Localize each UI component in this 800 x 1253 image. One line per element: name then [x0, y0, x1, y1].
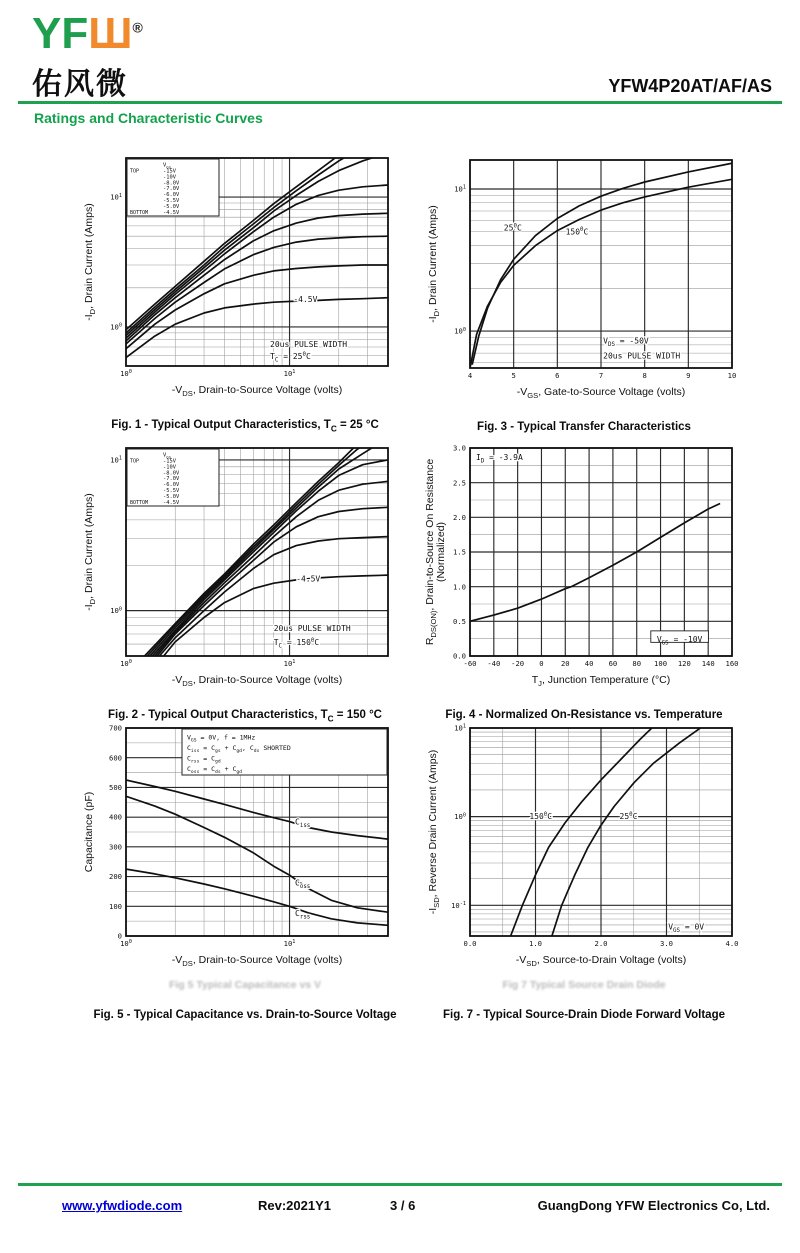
svg-text:100: $10^0$ [454, 812, 466, 822]
svg-text:-40: -40 [487, 659, 501, 668]
svg-text:-VDS, Drain-to-Source Voltage: $-V_{DS}$, Drain-to-Source Voltage (volts) [171, 954, 343, 969]
logo-wordmark [32, 9, 143, 58]
svg-text:VGS: $V_{GS}$ [163, 452, 171, 460]
svg-text:-8.0V: -8.0V [163, 180, 180, 187]
svg-text:5: 5 [511, 371, 516, 380]
fig5-plot [80, 720, 400, 977]
figure-3-block [424, 152, 744, 433]
yfw-logo [32, 9, 143, 103]
svg-text:700: 700 [109, 723, 122, 733]
svg-text:100: $10^0$ [120, 939, 132, 948]
svg-text:VDS = -50V: $V_{DS} = -50V$ [603, 336, 649, 349]
svg-text:4: 4 [467, 371, 473, 380]
figure-4-block [424, 440, 744, 721]
svg-text:100: $10^0$ [120, 369, 132, 378]
svg-text:-VGS, Gate-to-Source Voltage (: $-V_{GS}$, Gate-to-Source Voltage (volts) [516, 386, 686, 401]
svg-text:VGS = -10V: $V_{GS} = -10V$ [656, 634, 703, 647]
svg-text:400: 400 [109, 812, 122, 822]
svg-text:TOP: TOP [130, 458, 140, 465]
svg-text:250C: $25^0C$ [503, 223, 522, 233]
svg-text:3.0: 3.0 [660, 939, 673, 948]
svg-text:40: 40 [584, 659, 594, 668]
svg-text:VGS: $V_{GS}$ [163, 162, 171, 170]
svg-text:10: 10 [727, 371, 737, 380]
svg-text:7: 7 [598, 371, 604, 380]
svg-text:500: 500 [109, 783, 122, 793]
svg-text:2.5: 2.5 [453, 478, 466, 488]
fig5-caption: Fig. 5 - Typical Capacitance vs. Drain-to-Source Voltage [93, 1009, 397, 1021]
svg-text:-60: -60 [463, 659, 477, 668]
svg-text:0.0: 0.0 [453, 651, 466, 661]
svg-text:100: $10^0$ [120, 659, 132, 668]
svg-text:-10V: -10V [163, 464, 176, 471]
svg-text:Ciss: $C_{iss}$ [295, 817, 311, 830]
svg-text:RDS(ON), Drain-to-Source On Re: $R_{DS(ON)}$, Drain-to-Source On Resistance [424, 458, 439, 646]
svg-text:140: 140 [701, 659, 715, 668]
svg-text:80: 80 [632, 659, 642, 668]
svg-text:0.5: 0.5 [453, 616, 466, 626]
svg-text:-4.5V: -4.5V [163, 209, 180, 216]
svg-text:1.0: 1.0 [453, 582, 466, 592]
svg-text:-5.5V: -5.5V [163, 197, 180, 204]
svg-text:160: 160 [725, 659, 739, 668]
page-number: 3 / 6 [390, 1198, 416, 1213]
svg-text:101: $10^1$ [110, 192, 122, 202]
svg-text:20: 20 [560, 659, 570, 668]
fig1-plot [80, 150, 400, 407]
section-title: Ratings and Characteristic Curves [34, 110, 263, 126]
svg-text:20us PULSE WIDTH: 20us PULSE WIDTH [273, 624, 351, 634]
svg-text:Crss = Cgd: $C_{rss} = C_{gd}$ [187, 754, 221, 765]
svg-text:101: $10^1$ [110, 455, 122, 465]
svg-text:600: 600 [109, 753, 122, 763]
fig3-caption: Fig. 3 - Typical Transfer Characteristics [477, 421, 691, 433]
svg-text:TC = 1500C: $T_C = 150^0C$ [273, 637, 320, 650]
svg-text:ID = -3.9A: $I_D = -3.9A$ [475, 453, 523, 465]
svg-text:-VDS, Drain-to-Source Voltage: $-V_{DS}$, Drain-to-Source Voltage (volts) [171, 674, 343, 689]
figure-1-block [80, 150, 410, 433]
svg-text:101: $10^1$ [454, 723, 466, 733]
footer [0, 1198, 800, 1222]
svg-text:Coss: $C_{oss}$ [295, 878, 311, 891]
svg-text:100: 100 [654, 659, 668, 668]
fig7-caption: Fig. 7 - Typical Source-Drain Diode Forward Voltage [442, 1009, 725, 1021]
svg-text:VGS = 0V, f = 1MHz: $V_{GS} = 0V$, f = 1MHz [187, 733, 256, 744]
svg-text:200: 200 [109, 872, 122, 882]
svg-text:-20: -20 [511, 659, 525, 668]
svg-text:101: $10^1$ [454, 184, 466, 194]
svg-text:BOTTOM: BOTTOM [130, 499, 149, 506]
svg-text:Capacitance (pF): Capacitance (pF) [83, 791, 95, 873]
svg-text:(Normalized): (Normalized) [435, 521, 447, 583]
svg-text:10-1: $10^{-1}$ [451, 900, 466, 910]
svg-text:1500C: $150^0C$ [565, 227, 589, 237]
footer-rule [18, 1183, 782, 1186]
svg-text:2.0: 2.0 [453, 512, 466, 522]
svg-text:-VSD, Source-to-Drain Voltage: $-V_{SD}$, Source-to-Drain Voltage (volts) [515, 954, 687, 969]
svg-text:-ID, Drain Current (Amps): $-I_D$, Drain Current (Amps) [427, 205, 442, 323]
figure-5-block [80, 720, 410, 1021]
fig4-plot [424, 440, 744, 697]
logo-chinese-name: 佑风微 [32, 68, 128, 101]
svg-text:100: $10^0$ [454, 326, 466, 336]
svg-text:0: 0 [117, 931, 122, 941]
svg-text:-5.0V: -5.0V [163, 493, 180, 500]
fig2-caption: Fig. 2 - Typical Output Characteristics, $T_C = 150$ °C [108, 709, 382, 724]
svg-text:8: 8 [642, 371, 647, 380]
svg-text:2.0: 2.0 [594, 939, 608, 948]
svg-text:-7.0V: -7.0V [163, 186, 180, 193]
logo-yf-text: YF [32, 9, 89, 58]
svg-text:VGS = 0V: $V_{GS} = 0V$ [668, 922, 705, 934]
fig5-ghost-caption: Fig 5 Typical Capacitance vs V [168, 979, 322, 991]
svg-text:1500C: $150^0C$ [529, 811, 553, 822]
svg-text:-5.5V: -5.5V [163, 487, 180, 494]
svg-text:100: 100 [109, 901, 122, 911]
fig1-caption: Fig. 1 - Typical Output Characteristics, $T_C = 25$ °C [111, 419, 379, 434]
svg-text:TC = 250C: $T_C = 25^0C$ [270, 351, 311, 364]
figure-2-block [80, 440, 410, 723]
svg-text:-4.5V: -4.5V [163, 499, 180, 506]
svg-text:1.0: 1.0 [529, 939, 542, 948]
svg-text:20us PULSE WIDTH: 20us PULSE WIDTH [270, 340, 348, 350]
svg-text:-4.5V: -4.5V [293, 295, 318, 305]
svg-text:250C: $25^0C$ [619, 811, 638, 822]
svg-text:60: 60 [608, 659, 618, 668]
svg-text:-ID, Drain Current (Amps): $-I_D$, Drain Current (Amps) [83, 493, 98, 611]
revision-label: Rev:2021Y1 [258, 1198, 331, 1213]
fig7-plot [424, 720, 744, 977]
logo-w-glyph: Ш [88, 9, 133, 58]
svg-text:-5.0V: -5.0V [163, 203, 180, 210]
svg-text:-ID, Drain Current (Amps): $-I_D$, Drain Current (Amps) [83, 203, 98, 321]
svg-text:0: 0 [539, 659, 544, 668]
svg-text:-7.0V: -7.0V [163, 476, 180, 483]
fig3-plot [424, 152, 744, 409]
svg-text:4.0: 4.0 [725, 939, 739, 948]
svg-text:101: $10^1$ [283, 659, 296, 668]
svg-text:-4.5V: -4.5V [296, 574, 321, 584]
svg-text:-8.0V: -8.0V [163, 470, 180, 477]
fig4-caption: Fig. 4 - Normalized On-Resistance vs. Temperature [445, 709, 723, 721]
fig2-plot [80, 440, 400, 697]
svg-text:-15V: -15V [163, 168, 176, 175]
part-number: YFW4P20AT/AF/AS [608, 76, 772, 96]
svg-text:9: 9 [686, 371, 691, 380]
svg-text:TJ, Junction Temperature (°C): $T_J$, Junction Temperature (°C) [531, 674, 671, 689]
website-link[interactable]: www.yfwdiode.com [62, 1198, 183, 1213]
svg-text:3.0: 3.0 [453, 443, 466, 453]
svg-text:-6.0V: -6.0V [163, 482, 180, 489]
svg-text:BOTTOM: BOTTOM [130, 209, 149, 216]
registered-mark: ® [132, 19, 143, 36]
svg-text:300: 300 [109, 842, 122, 852]
svg-text:-6.0V: -6.0V [163, 192, 180, 199]
company-name: GuangDong YFW Electronics Co, Ltd. [537, 1198, 770, 1213]
svg-text:100: $10^0$ [110, 606, 122, 616]
fig7-ghost-caption: Fig 7 Typical Source Drain Diode [502, 979, 666, 991]
svg-text:20us PULSE WIDTH: 20us PULSE WIDTH [603, 351, 681, 361]
figure-7-block [424, 720, 744, 1021]
svg-text:100: $10^0$ [110, 322, 122, 332]
svg-text:-15V: -15V [163, 458, 176, 465]
svg-text:6: 6 [555, 371, 560, 380]
svg-text:0.0: 0.0 [463, 939, 477, 948]
svg-text:TOP: TOP [130, 168, 140, 175]
svg-text:-10V: -10V [163, 174, 176, 181]
svg-text:1.5: 1.5 [453, 547, 466, 557]
svg-text:-VDS, Drain-to-Source Voltage: $-V_{DS}$, Drain-to-Source Voltage (volts) [171, 384, 343, 399]
header-rule [18, 101, 782, 104]
svg-text:Ciss = Cgs + Cgd, Cds SHORTED: $C_{iss} = C_{gs} + C_{gd}$, $C_{ds}$ SHORTED [187, 744, 291, 754]
svg-text:120: 120 [677, 659, 691, 668]
svg-text:-ISD, Reverse Drain Current (A: $-I_{SD}$, Reverse Drain Current (Amps) [427, 749, 442, 915]
svg-text:Coss = Cds + Cgd: $C_{oss} = C_{ds} + C_{gd}$ [187, 765, 243, 775]
svg-text:Crss: $C_{rss}$ [295, 908, 311, 921]
svg-text:101: $10^1$ [283, 369, 296, 378]
svg-text:101: $10^1$ [283, 939, 296, 948]
